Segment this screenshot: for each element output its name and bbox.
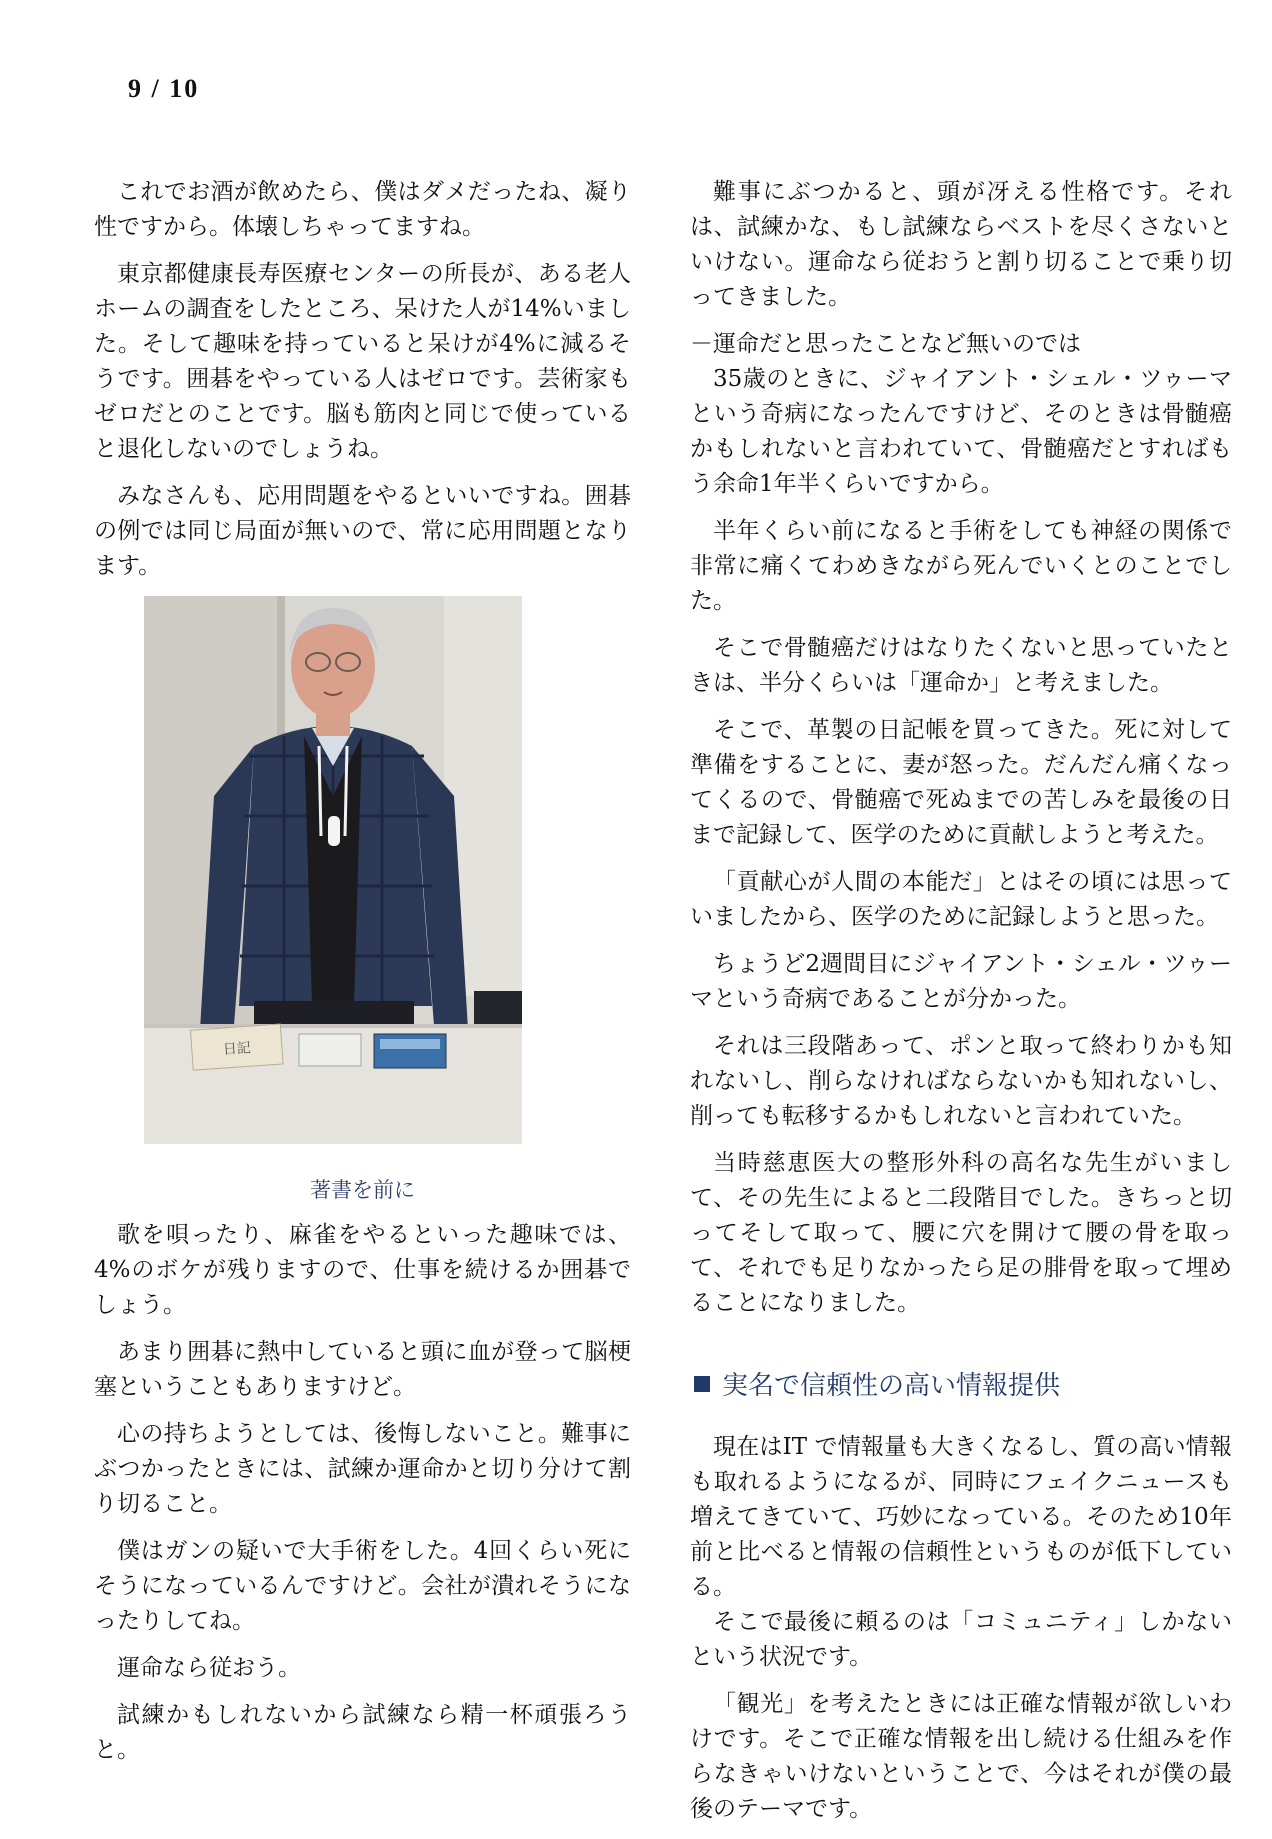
paragraph: 僕はガンの疑いで大手術をした。4回くらい死にそうになっているんですけど。会社が潰れそうになったりしてね。: [94, 1538, 631, 1634]
paragraph: 現在はIT で情報量も大きくなるし、質の高い情報も取れるようになるが、同時にフェイクニュースも増えてきていて、巧妙になっている。そのため10年前と比べると情報の信頼性というものが低下している。: [690, 1434, 1232, 1600]
book-title: 日記: [222, 1040, 252, 1059]
paragraph: 35歳のときに、ジャイアント・シェル・ツゥーマという奇病になったんですけど、そのときは骨髄癌かもしれないと言われていて、骨髄癌だとすればもう余命1年半くらいですから。: [690, 366, 1232, 497]
paragraph: あまり囲碁に熱中していると頭に血が登って脳梗塞ということもありますけど。: [94, 1339, 631, 1400]
paragraph: みなさんも、応用問題をやるといいですね。囲碁の例では同じ局面が無いので、常に応用問題となります。: [94, 483, 631, 579]
paragraph: 東京都健康長寿医療センターの所長が、ある老人ホームの調査をしたところ、呆けた人が14%いました。そして趣味を持っていると呆けが4%に減るそうです。囲碁をやっている人はゼロです。芸術家もゼロだとのことです。脳も筋肉と同じで使っていると退化しないのでしょうね。: [94, 261, 631, 462]
paragraph: 「観光」を考えたときには正確な情報が欲しいわけです。そこで正確な情報を出し続ける仕組みを作らなきゃいけないということで、今はそれが僕の最後のテーマです。: [690, 1691, 1232, 1822]
author-photo-illustration: [144, 596, 522, 1144]
interview-question: －運命だと思ったことなど無いのでは: [690, 331, 1081, 357]
photo-caption: 著書を前に: [310, 1178, 415, 1202]
section-title: 実名で信頼性の高い情報提供: [722, 1371, 1061, 1401]
paragraph: そこで、革製の日記帳を買ってきた。死に対して準備をすることに、妻が怒った。だんだん痛くなってくるので、骨髄癌で死ぬまでの苦しみを最後の日まで記録して、医学のために貢献しようと考えた。: [690, 717, 1232, 848]
paragraph: 心の持ちようとしては、後悔しないこと。難事にぶつかったときには、試練か運命かと切り分けて割り切ること。: [94, 1421, 632, 1517]
paragraph: 歌を唄ったり、麻雀をやるといった趣味では、4%のボケが残りますので、仕事を続けるか囲碁でしょう。: [94, 1222, 631, 1318]
paragraph: これでお酒が飲めたら、僕はダメだったね、凝り性ですから。体壊しちゃってますね。: [94, 179, 631, 240]
paragraph: 運命なら従おう。: [117, 1655, 301, 1681]
paragraph: そこで最後に頼るのは「コミュニティ」しかないという状況です。: [690, 1609, 1232, 1670]
paragraph: 難事にぶつかると、頭が冴える性格です。それは、試練かな、もし試練ならベストを尽くさないといけない。運命なら従おうと割り切ることで乗り切ってきました。: [690, 179, 1232, 310]
right-column: [690, 175, 1232, 1839]
paragraph: そこで骨髄癌だけはなりたくないと思っていたときは、半分くらいは「運命か」と考えました。: [690, 635, 1232, 696]
paragraph: 半年くらい前になると手術をしても神経の関係で非常に痛くてわめきながら死んでいくとのことでした。: [690, 518, 1232, 614]
paragraph: 当時慈恵医大の整形外科の高名な先生がいまして、その先生によると二段階目でした。きちっと切ってそして取って、腰に穴を開けて腰の骨を取って、それでも足りなかったら足の腓骨を取って埋めることになりました。: [690, 1150, 1232, 1316]
paragraph: それは三段階あって、ポンと取って終わりかも知れないし、削らなければならないかも知れないし、削っても転移するかもしれないと言われていた。: [690, 1033, 1232, 1129]
paragraph: ちょうど2週間目にジャイアント・シェル・ツゥーマという奇病であることが分かった。: [690, 951, 1232, 1012]
square-bullet-icon: [694, 1376, 710, 1392]
page-number: 9 / 10: [128, 74, 200, 103]
left-column: [94, 175, 631, 1780]
paragraph: 「貢献心が人間の本能だ」とはその頃には思っていましたから、医学のために記録しようと思った。: [690, 869, 1232, 930]
section-heading: [690, 1365, 1232, 1402]
paragraph: 試練かもしれないから試練なら精一杯頑張ろうと。: [94, 1702, 631, 1763]
author-photo: [144, 596, 522, 1144]
